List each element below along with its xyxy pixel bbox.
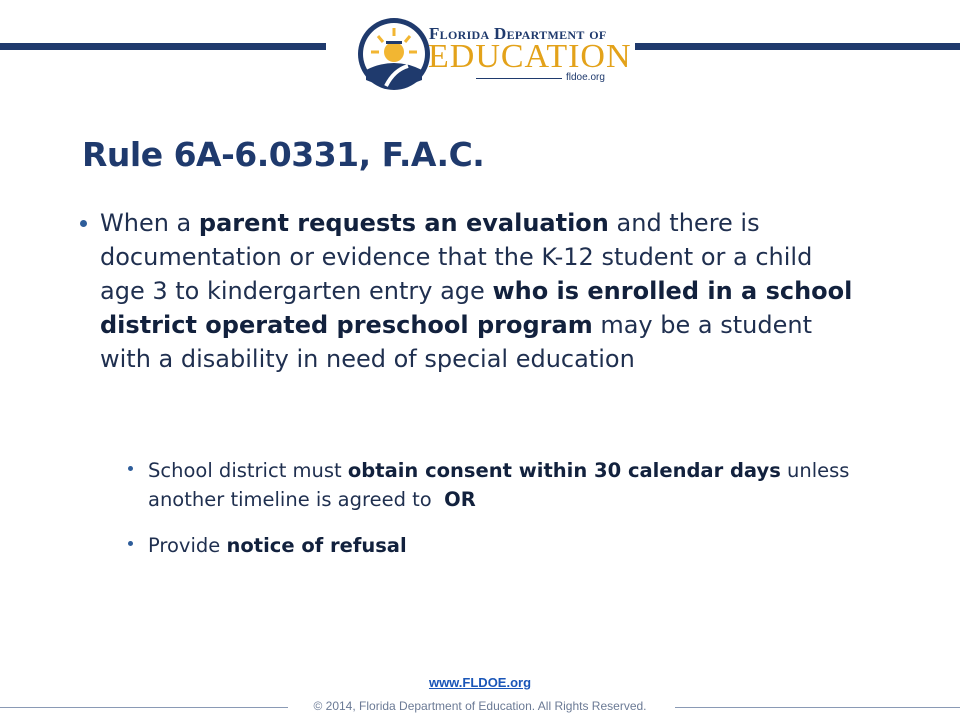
header-rule-left (0, 43, 326, 50)
emphasis-text: OR (444, 488, 476, 511)
emphasis-text: notice of refusal (226, 534, 407, 557)
fldoe-logo[interactable] (356, 8, 632, 100)
text-segment: may be a student with a disability in need of special education (100, 311, 812, 373)
text-segment: Provide (148, 534, 227, 557)
footer-copyright: © 2014, Florida Department of Education. All Rights Reserved. (313, 699, 647, 713)
sub-bullet-dot (128, 541, 133, 546)
logo-top-text: Florida Department of (429, 24, 607, 43)
slide-title: Rule 6A-6.0331, F.A.C. (82, 135, 485, 174)
text-segment: unless another timeline is agreed to (148, 459, 856, 511)
logo-underline (476, 78, 562, 79)
bullet-main-text (100, 206, 860, 376)
emphasis-text: who is enrolled in a school district operated preschool program (100, 277, 853, 339)
footer-website-link[interactable]: www.FLDOE.org (428, 675, 532, 690)
bullet-dot (80, 220, 87, 227)
emphasis-text: obtain consent within 30 calendar days (347, 459, 781, 482)
sub-bullet-dot (128, 466, 133, 471)
sub-bullet-text (148, 531, 878, 560)
sub-bullet-text (148, 456, 878, 514)
emphasis-text: parent requests an evaluation (198, 209, 609, 237)
fldoe-seal-icon (356, 8, 436, 100)
text-segment: When a (100, 209, 199, 237)
text-segment: School district must (148, 459, 348, 482)
header-rule-right (635, 43, 960, 50)
text-segment: and there is documentation or evidence that the K-12 student or a child age 3 to kindergarten entry age (100, 209, 813, 305)
logo-main-text: EDUCATION (428, 38, 632, 75)
logo-url-text: fldoe.org (566, 72, 605, 83)
